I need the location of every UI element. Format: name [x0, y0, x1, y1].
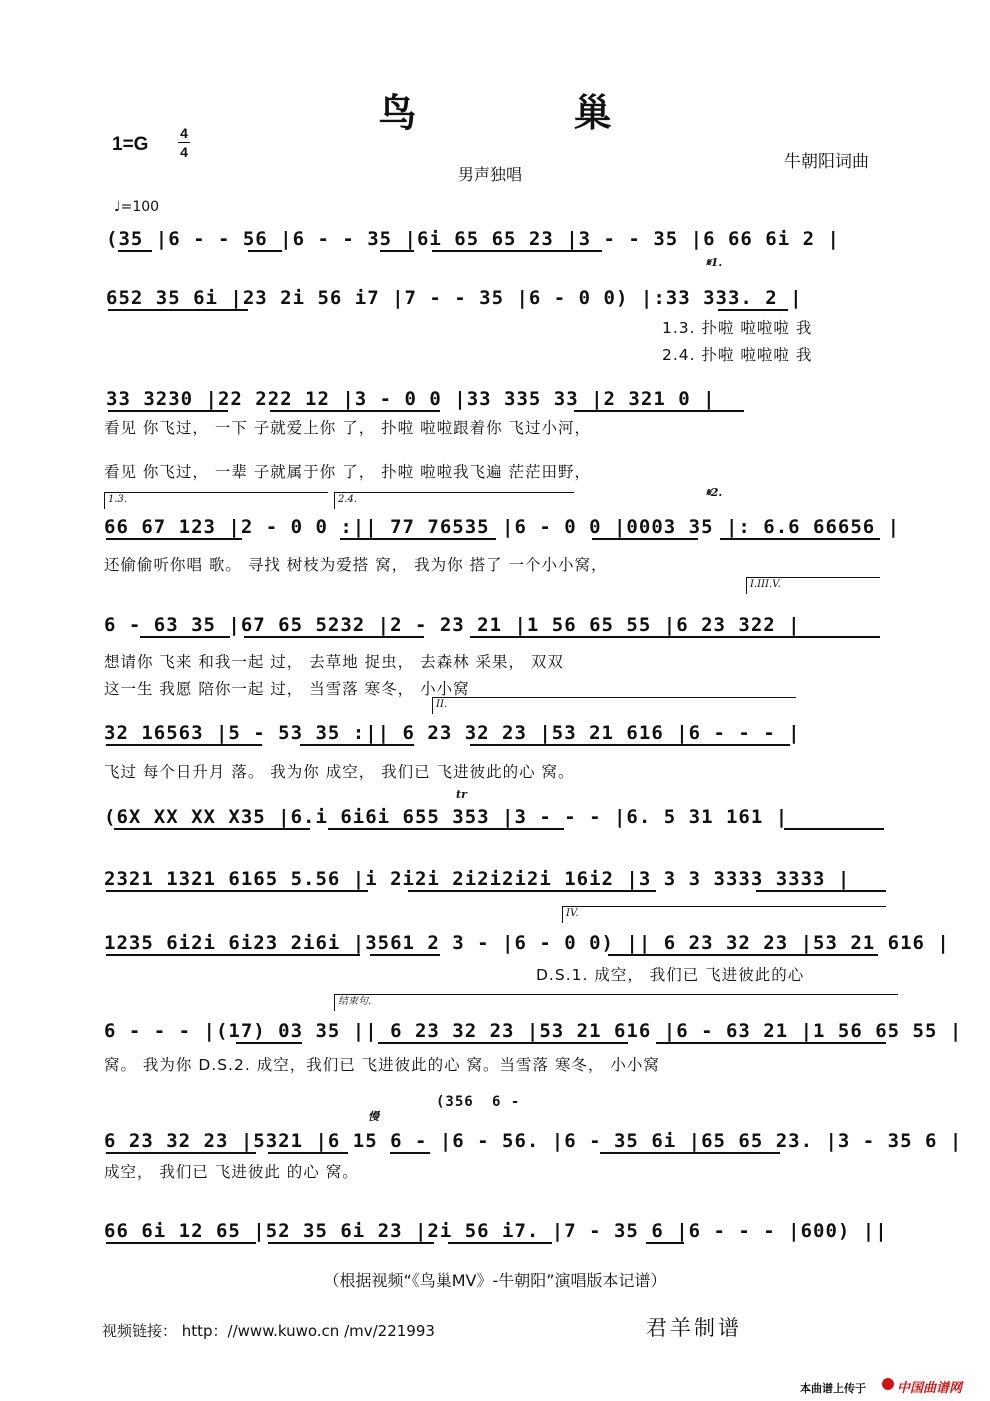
volta-end: 结束句. — [334, 994, 898, 1011]
lyric-line-5b: 这一生 我愿 陪你一起 过， 当雪落 寒冬， 小小窝 — [104, 680, 470, 698]
lyric-line-2b: 2.4. 扑啦 啦啦啦 我 — [662, 346, 813, 364]
volta-1-3: 1.3. — [104, 492, 328, 509]
beam — [470, 636, 880, 638]
score-line-5: 6 - 63 35 |67 65 5232 |2 - 23 21 |1 56 65 55 |6 23 322 | — [104, 614, 801, 636]
beam — [106, 744, 262, 746]
beam — [432, 250, 602, 252]
lyric-line-3b: 看见 你飞过， 一辈 子就属于你 了， 扑啦 啦啦我飞遍 茫茫田野， — [104, 463, 591, 481]
beam — [390, 1152, 430, 1154]
tempo-slow: 慢 — [368, 1110, 379, 1123]
beam — [118, 250, 152, 252]
transcriber-signature: 君羊制谱 — [646, 1316, 742, 1340]
score-line-8: 2321 1321 6165 5.56 |i 2i2i 2i2i2i2i 16i2 |3 3 3 3333 3333 | — [104, 868, 851, 890]
beam — [114, 828, 310, 830]
beam — [268, 1152, 348, 1154]
beam — [756, 890, 886, 892]
beam — [378, 1042, 628, 1044]
beam — [608, 954, 878, 956]
performer: 男声独唱 — [458, 165, 523, 184]
volta-ii: II. — [432, 697, 796, 714]
key-signature: 1=G — [112, 134, 149, 155]
segno-2: 𝄋2. — [706, 486, 723, 499]
beam — [340, 538, 496, 540]
beam — [592, 538, 698, 540]
beam — [108, 309, 248, 311]
site-logo-icon — [882, 1378, 894, 1390]
beam — [106, 1152, 256, 1154]
video-link[interactable]: 视频链接： http：//www.kuwo.cn /mv/221993 — [102, 1322, 435, 1340]
beam — [140, 636, 230, 638]
beam — [106, 538, 242, 540]
beam — [720, 538, 880, 540]
transcription-note: （根据视频“《鸟巢MV》-牛朝阳”演唱版本记谱） — [323, 1271, 667, 1290]
beam — [646, 1242, 684, 1244]
lyric-line-3a: 看见 你飞过， 一下 子就爱上你 了， 扑啦 啦啦跟着你 飞过小河， — [104, 419, 591, 437]
lyric-line-6: 飞过 每个日升月 落。 我为你 成空， 我们已 飞进彼此的心 窝。 — [104, 763, 575, 781]
lyric-line-10: 窝。 我为你 D.S.2. 成空，我们已 飞进彼此的心 窝。当雪落 寒冬， 小小窝 — [104, 1056, 660, 1074]
volta-2-4: 2.4. — [334, 492, 574, 509]
beam — [600, 1152, 780, 1154]
beam — [108, 410, 228, 412]
upload-note: 本曲谱上传于 — [800, 1382, 866, 1395]
beam — [300, 744, 414, 746]
beam — [448, 1242, 552, 1244]
score-line-4: 66 67 123 |2 - 0 0 :|| 77 76535 |6 - 0 0 |0003 35 |: 6.6 66656 | — [104, 516, 901, 538]
beam — [106, 890, 368, 892]
beam — [718, 309, 788, 311]
volta-i-iii-v: I.III.V. — [746, 577, 880, 594]
score-line-6: 32 16563 |5 - 53 35 :|| 6 23 32 23 |53 21 616 |6 - - - | — [104, 722, 801, 744]
beam — [380, 250, 414, 252]
beam — [248, 250, 282, 252]
alt-notes: 6 - — [492, 1094, 521, 1110]
lyric-line-4: 还偷偷听你唱 歌。 寻找 树枝为爱搭 窝， 我为你 搭了 一个小小窝， — [104, 556, 608, 574]
beam — [270, 410, 440, 412]
lyric-line-5a: 想请你 飞来 和我一起 过， 去草地 捉虫， 去森林 采果， 双双 — [104, 653, 564, 671]
segno-1: 𝄋1. — [706, 256, 723, 269]
composer-credit: 牛朝阳词曲 — [784, 152, 869, 172]
beam — [370, 954, 440, 956]
score-line-11: 6 23 32 23 |5321 |6 15 6 - |6 - 56. |6 - 35 6i |65 65 23. |3 - 35 6 | — [104, 1130, 963, 1152]
beam — [328, 828, 564, 830]
beam — [574, 410, 744, 412]
score-line-2: 652 35 6i |23 2i 56 i7 |7 - - 35 |6 - 0 0) |:33 333. 2 | — [106, 287, 803, 309]
time-bar — [178, 142, 190, 143]
score-line-1: (35 |6 - - 56 |6 - - 35 |6i 65 65 23 |3 - - 35 |6 66 6i 2 | — [106, 228, 840, 250]
score-line-9: 1235 6i2i 6i23 2i6i |3561 2 3 - |6 - 0 0) || 6 23 32 23 |53 21 616 | — [104, 932, 950, 954]
song-title: 鸟 巢 — [378, 90, 684, 135]
tempo-marking: ♩=100 — [114, 199, 160, 215]
score-line-10: 6 - - - |(17) 03 35 || 6 23 32 23 |53 21 616 |6 - 63 21 |1 56 65 55 | — [104, 1020, 963, 1042]
time-top: 4 — [180, 125, 188, 141]
beam — [236, 1042, 302, 1044]
beam — [268, 1242, 434, 1244]
beam — [470, 744, 790, 746]
beam — [244, 636, 424, 638]
beam — [106, 954, 360, 956]
beam — [106, 1242, 256, 1244]
lyric-line-2a: 1.3. 扑啦 啦啦啦 我 — [662, 319, 813, 337]
lyric-line-11: 成空， 我们已 飞进彼此 的心 窝。 — [104, 1163, 359, 1181]
time-bottom: 4 — [180, 144, 188, 160]
beam — [784, 828, 884, 830]
beam — [656, 1042, 886, 1044]
lyric-line-9: D.S.1. 成空， 我们已 飞进彼此的心 — [536, 966, 805, 984]
time-signature — [178, 126, 190, 159]
score-line-7: (6X XX XX X35 |6.i 6i6i 655 353 |3 - - - |6. 5 31 161 | — [104, 806, 789, 828]
site-brand[interactable]: 中国曲谱网 — [897, 1381, 963, 1396]
score-line-12: 66 6i 12 65 |52 35 6i 23 |2i 56 i7. |7 - 35 6 |6 - - - |600) || — [104, 1220, 888, 1242]
beam — [408, 890, 656, 892]
trill-mark: tr — [456, 788, 467, 801]
volta-iv: IV. — [562, 906, 886, 923]
grace-notes: (356 — [436, 1094, 474, 1110]
score-line-3: 33 3230 |22 222 12 |3 - 0 0 |33 335 33 |2 321 0 | — [106, 388, 716, 410]
